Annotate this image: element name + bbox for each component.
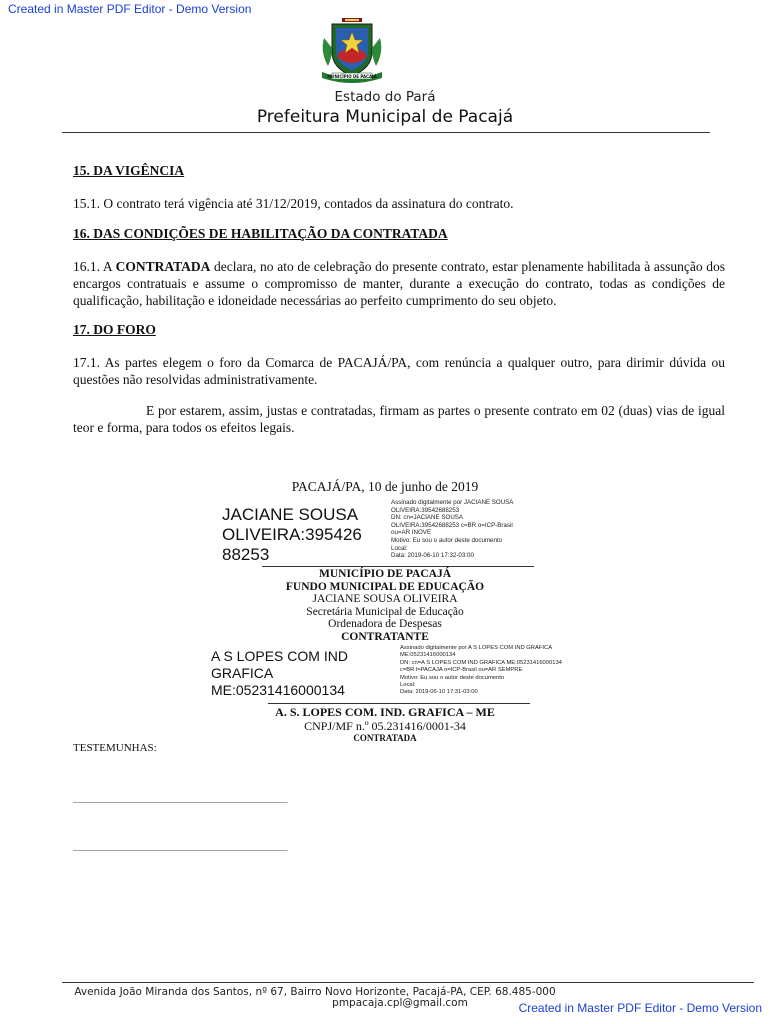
footer-divider <box>62 982 754 983</box>
signature-detail-line: Data: 2019-06-10 17:32-03:00 <box>391 552 474 560</box>
signature-2-details <box>400 645 600 697</box>
closing-paragraph: E por estarem, assim, justas e contratadas, firmam as partes o presente contrato em 02 (duas) vias de igual teor e forma, para todos os efeitos legais. <box>73 403 725 435</box>
demo-watermark-top: Created in Master PDF Editor - Demo Version <box>8 2 252 16</box>
section-16-prefix: 16.1. A <box>73 259 116 274</box>
contratante-role: CONTRATANTE <box>341 630 429 643</box>
emblem-caption: MUNICÍPIO DE PACAJÁ <box>327 74 377 79</box>
signature-1-rule <box>262 566 534 567</box>
signature-detail-line: Data: 2019-06-10 17:31-03:00 <box>400 689 478 696</box>
state-name: Estado do Pará <box>334 89 436 105</box>
page-title: Prefeitura Municipal de Pacajá <box>256 107 514 127</box>
signature-2-name-line: GRAFICA <box>211 665 274 681</box>
section-15-heading: 15. DA VIGÊNCIA <box>73 163 185 178</box>
signature-1-name <box>222 505 362 565</box>
signature-1-name-line: JACIANE SOUSA <box>222 505 359 524</box>
section-17-heading: 17. DO FORO <box>73 322 156 337</box>
signature-detail-line: Local: <box>400 682 416 689</box>
header-divider <box>62 132 710 133</box>
signature-detail-line: DN: cn=A S LOPES COM IND GRAFICA ME:05231416000134 <box>400 659 562 666</box>
signature-detail-line: OLIVEIRA:39542688253 <box>391 506 460 514</box>
signature-1-details <box>391 499 551 560</box>
section-17-text: 17.1. As partes elegem o foro da Comarca de PACAJÁ/PA, com renúncia a qualquer outro, para dirimir dúvida ou questões não resolvidas administrativamente. <box>73 355 725 387</box>
signature-detail-line: OLIVEIRA:39542688253 c=BR o=ICP-Brasil <box>391 521 513 529</box>
footer-address: Avenida João Miranda dos Santos, nº 67, Bairro Novo Horizonte, Pacajá-PA, CEP. 68.485-000 <box>74 986 556 998</box>
signature-detail-line: Assinado digitalmente por JACIANE SOUSA <box>391 499 514 506</box>
signature-detail-line: Assinado digitalmente por A S LOPES COM IND GRAFICA <box>400 645 553 651</box>
contratante-line-4: Secretária Municipal de Educação <box>306 605 464 618</box>
signing-date: PACAJÁ/PA, 10 de junho de 2019 <box>291 479 479 494</box>
section-16-body: declara, no ato de celebração do presente contrato, estar plenamente habilitada à assunção dos encargos contratuais e assume o compromisso de manter, durante a execução do contrato, todas as condições de qualificação, habilitação e idoneidade necessárias ao perfeito cumprimento do seu objeto. <box>73 259 726 308</box>
signature-detail-line: c=BR l=PACAJA o=ICP-Brasil ou=AR SEMPRE <box>400 667 523 674</box>
signature-2-name-line: ME:05231416000134 <box>211 682 345 698</box>
signature-detail-line: Motivo: Eu sou o autor deste documento <box>391 536 503 544</box>
signature-detail-line: Motivo: Eu sou o autor deste documento <box>400 674 505 681</box>
contratada-block <box>0 705 770 744</box>
signature-1-name-line: OLIVEIRA:395426 <box>222 525 362 544</box>
contratante-line-3: JACIANE SOUSA OLIVEIRA <box>312 593 458 606</box>
contratante-block <box>0 568 770 644</box>
section-15-text: 15.1. O contrato terá vigência até 31/12/2019, contados da assinatura do contrato. <box>73 196 514 211</box>
signature-1-name-line: 88253 <box>222 545 270 564</box>
contratante-line-2: FUNDO MUNICIPAL DE EDUCAÇÃO <box>285 580 485 593</box>
contratante-line-5: Ordenadora de Despesas <box>328 618 442 631</box>
contratada-cnpj: CNPJ/MF n.º 05.231416/0001-34 <box>304 719 466 733</box>
signature-detail-line: ou=AR INOVE <box>391 529 432 537</box>
contratada-name: A. S. LOPES COM. IND. GRAFICA – ME <box>275 705 495 719</box>
demo-watermark-bottom: Created in Master PDF Editor - Demo Version <box>518 1001 762 1015</box>
signature-detail-line: Local: <box>391 544 408 552</box>
signature-detail-line: DN: cn=JACIANE SOUSA <box>391 514 464 522</box>
witness-line-1: _______________________________________ <box>73 792 288 804</box>
section-16-text <box>73 258 725 309</box>
signature-2-rule <box>268 703 530 704</box>
coat-of-arms-icon <box>318 18 386 84</box>
footer-email: pmpacaja.cpl@gmail.com <box>332 997 468 1009</box>
signature-2-name <box>211 648 348 699</box>
section-16-heading: 16. DAS CONDIÇÕES DE HABILITAÇÃO DA CONTRATADA <box>73 226 448 241</box>
signature-detail-line: ME:05231416000134 <box>400 652 456 659</box>
witness-line-2: _______________________________________ <box>73 840 288 852</box>
section-16-bold-term: CONTRATADA <box>115 259 211 274</box>
contratante-line-1: MUNICÍPIO DE PACAJÁ <box>318 568 452 580</box>
signature-2-name-line: A S LOPES COM IND <box>211 648 348 664</box>
contratada-role: CONTRATADA <box>353 733 417 743</box>
witnesses-label: TESTEMUNHAS: <box>73 742 157 754</box>
